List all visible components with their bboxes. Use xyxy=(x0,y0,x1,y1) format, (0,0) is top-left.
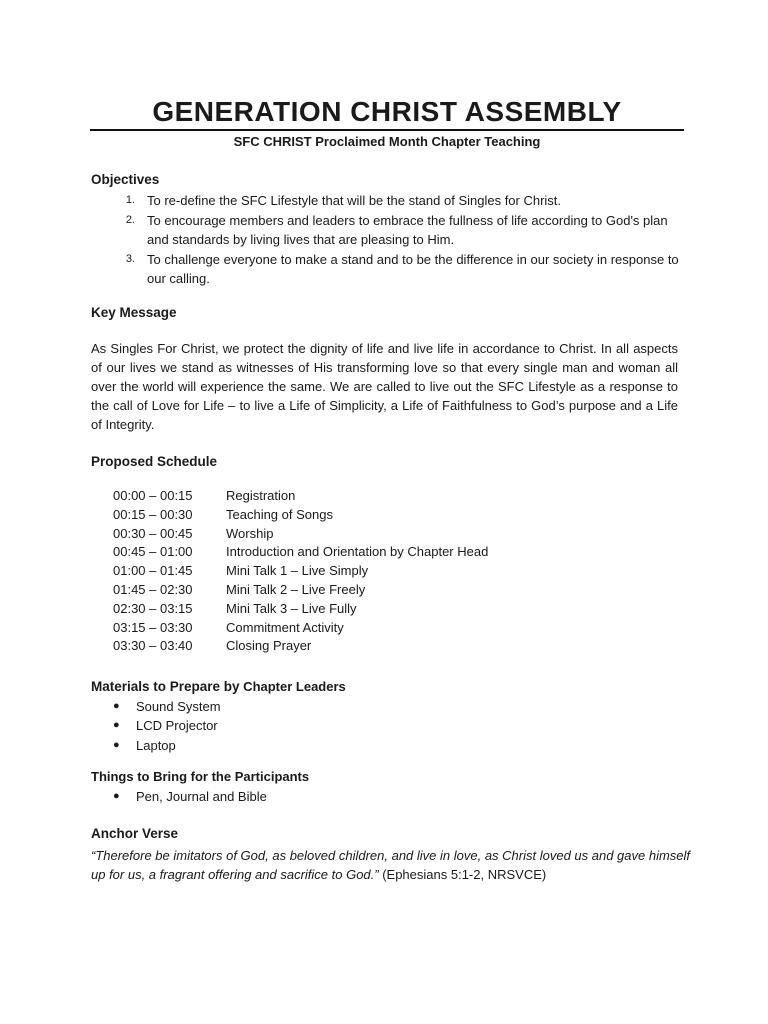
schedule-time: 03:30 – 03:40 xyxy=(113,638,193,654)
schedule-activity: Worship xyxy=(226,525,274,541)
schedule-table xyxy=(113,487,488,656)
objective-text: To encourage members and leaders to embrace the fullness of life according to God's plan and standards by living lives that are pleasing to Him. xyxy=(147,212,668,247)
objective-number: 3. xyxy=(125,252,135,265)
materials-heading-main: Materials to Prepare by xyxy=(91,679,240,694)
list-item xyxy=(113,716,221,735)
schedule-heading: Proposed Schedule xyxy=(91,454,218,469)
bullet-icon: ● xyxy=(113,700,120,712)
list-item xyxy=(113,787,267,806)
schedule-time: 00:30 – 00:45 xyxy=(113,525,193,541)
objective-item xyxy=(91,250,681,289)
bullet-icon: ● xyxy=(113,719,120,732)
title-divider xyxy=(90,129,684,131)
schedule-time: 00:15 – 00:30 xyxy=(113,506,193,522)
schedule-row xyxy=(113,637,488,656)
schedule-time: 01:45 – 02:30 xyxy=(113,581,193,597)
schedule-row xyxy=(113,600,488,619)
objective-text: To re-define the SFC Lifestyle that will be the stand of Singles for Christ. xyxy=(147,193,562,208)
list-item xyxy=(113,697,221,716)
key-message-heading: Key Message xyxy=(91,305,177,320)
schedule-row xyxy=(113,543,488,562)
objectives-heading: Objectives xyxy=(91,172,160,187)
key-message-paragraph: As Singles For Christ, we protect the dignity of life and live life in accordance to Christ. In all aspects of our lives we stand as witnesses of His transforming love so that every single man and woman all over the world will experience the same. We are called to live out the SFC Lifestyle as a response to the call of Love for Life – to live a Life of Simplicity, a Life of Faithfulness to God’s purpose and a Life of Integrity. xyxy=(91,341,678,432)
things-to-bring-heading: Things to Bring for the Participants xyxy=(91,769,310,784)
objective-item xyxy=(91,211,681,250)
schedule-activity: Closing Prayer xyxy=(226,638,312,654)
document-subtitle: SFC CHRIST Proclaimed Month Chapter Teaching xyxy=(233,134,541,149)
materials-heading-sub: Chapter Leaders xyxy=(239,679,346,694)
materials-list xyxy=(113,697,221,755)
schedule-activity: Mini Talk 1 – Live Simply xyxy=(226,563,369,579)
bullet-icon: ● xyxy=(113,790,120,802)
schedule-activity: Commitment Activity xyxy=(226,619,344,635)
anchor-verse xyxy=(91,846,691,884)
document-title: GENERATION CHRIST ASSEMBLY xyxy=(152,96,622,127)
verse-quote: “Therefore be imitators of God, as beloved children, and live in love, as Christ loved us and gave himself up for us, a fragrant offering and sacrifice to God.” xyxy=(91,848,691,882)
schedule-row xyxy=(113,506,488,525)
anchor-verse-heading: Anchor Verse xyxy=(91,826,179,841)
objective-item xyxy=(91,191,681,211)
materials-heading xyxy=(91,679,346,694)
schedule-time: 00:45 – 01:00 xyxy=(113,544,193,560)
schedule-activity: Introduction and Orientation by Chapter Head xyxy=(226,544,489,560)
list-item-text: LCD Projector xyxy=(136,718,218,734)
objectives-list xyxy=(91,191,681,289)
schedule-time: 01:00 – 01:45 xyxy=(113,563,193,579)
schedule-activity: Mini Talk 2 – Live Freely xyxy=(226,581,366,597)
bullet-icon: ● xyxy=(113,738,120,751)
things-to-bring-list xyxy=(113,787,267,806)
schedule-row xyxy=(113,562,488,581)
schedule-activity: Teaching of Songs xyxy=(226,506,333,522)
schedule-row xyxy=(113,525,488,544)
schedule-time: 00:00 – 00:15 xyxy=(113,488,193,503)
objective-text: To challenge everyone to make a stand and to be the difference in our society in response to our calling. xyxy=(147,251,679,286)
schedule-row xyxy=(113,619,488,638)
schedule-row xyxy=(113,581,488,600)
verse-reference: (Ephesians 5:1-2, NRSVCE) xyxy=(378,867,547,882)
list-item-text: Laptop xyxy=(136,737,176,753)
schedule-activity: Registration xyxy=(226,488,296,503)
schedule-row xyxy=(113,487,488,506)
schedule-time: 03:15 – 03:30 xyxy=(113,619,193,635)
schedule-time: 02:30 – 03:15 xyxy=(113,600,193,616)
schedule-activity: Mini Talk 3 – Live Fully xyxy=(226,600,357,616)
list-item-text: Pen, Journal and Bible xyxy=(136,789,267,804)
list-item-text: Sound System xyxy=(136,699,221,714)
objective-number: 1. xyxy=(125,194,135,206)
objective-number: 2. xyxy=(125,213,135,226)
list-item xyxy=(113,736,221,755)
